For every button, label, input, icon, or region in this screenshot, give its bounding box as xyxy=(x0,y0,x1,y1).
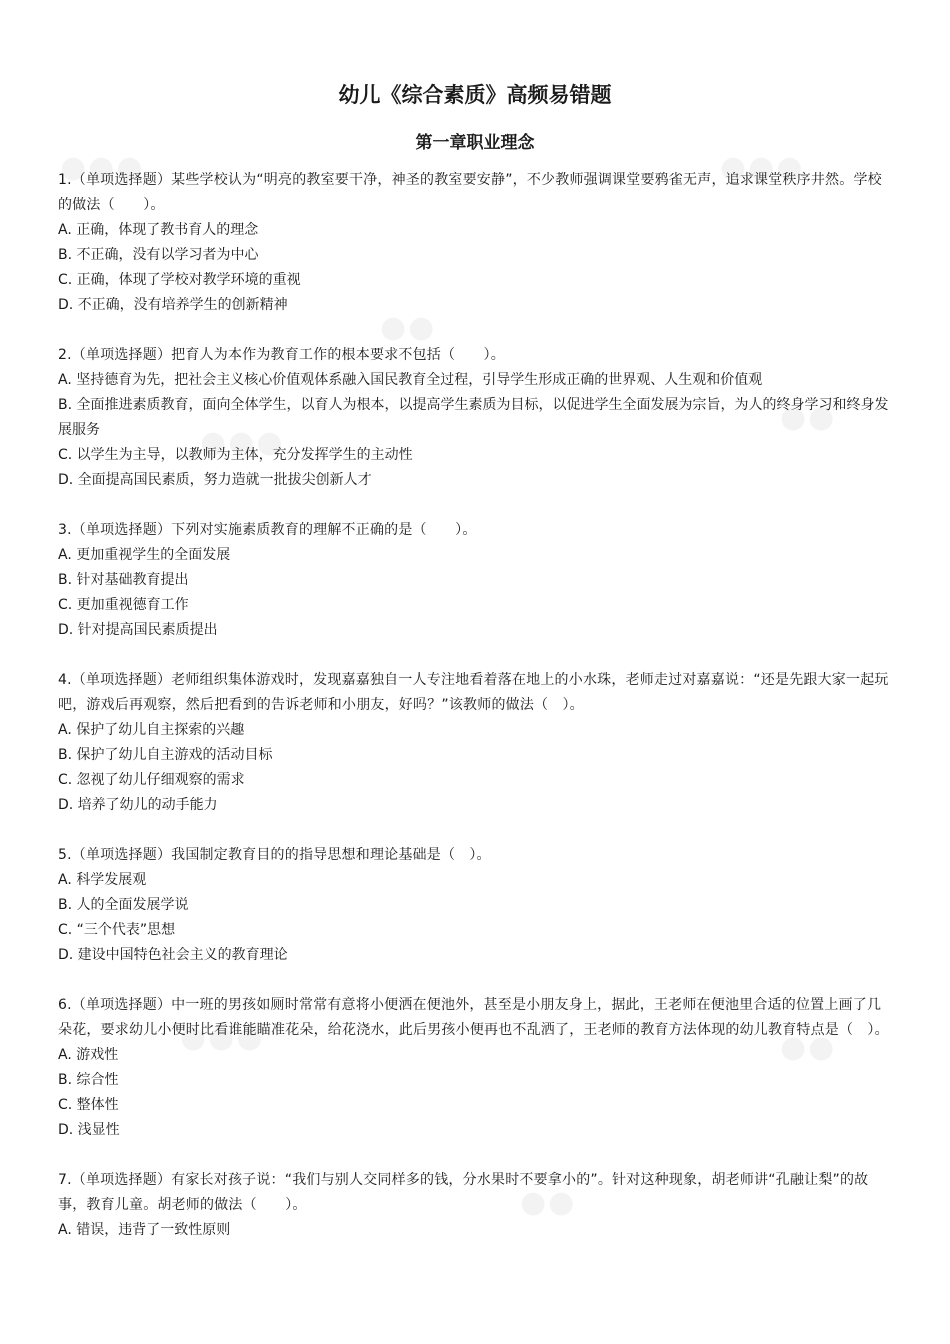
option-a: A. 保护了幼儿自主探索的兴趣 xyxy=(58,722,245,738)
option-a: A. 错误，违背了一致性原则 xyxy=(58,1222,231,1238)
option-a: A. 正确，体现了教书育人的理念 xyxy=(58,222,259,238)
question-stem: 7.（单项选择题）有家长对孩子说：“我们与别人交同样多的钱，分水果时不要拿小的”。针对这种现象，胡老师讲“孔融让梨”的故事，教育儿童。胡老师的做法（ ）。 xyxy=(58,1172,869,1213)
option-b: B. 综合性 xyxy=(58,1072,119,1088)
question-6 xyxy=(58,993,894,1143)
option-c: C. 忽视了幼儿仔细观察的需求 xyxy=(58,772,245,788)
option-a: A. 更加重视学生的全面发展 xyxy=(58,547,231,563)
option-b: B. 人的全面发展学说 xyxy=(58,897,189,913)
question-stem: 2.（单项选择题）把育人为本作为教育工作的根本要求不包括（ ）。 xyxy=(58,347,505,363)
question-list xyxy=(58,168,894,1268)
option-a: A. 坚持德育为先，把社会主义核心价值观体系融入国民教育全过程，引导学生形成正确的世界观、人生观和价值观 xyxy=(58,372,763,388)
question-1 xyxy=(58,168,894,318)
question-4 xyxy=(58,668,894,818)
option-a: A. 科学发展观 xyxy=(58,872,147,888)
question-stem: 3.（单项选择题）下列对实施素质教育的理解不正确的是（ ）。 xyxy=(58,522,477,538)
option-d: D. 不正确，没有培养学生的创新精神 xyxy=(58,297,288,313)
question-3 xyxy=(58,518,894,643)
option-c: C. 以学生为主导，以教师为主体，充分发挥学生的主动性 xyxy=(58,447,413,463)
question-stem: 4.（单项选择题）老师组织集体游戏时，发现嘉嘉独自一人专注地看着落在地上的小水珠，老师走过对嘉嘉说：“还是先跟大家一起玩吧，游戏后再观察，然后把看到的告诉老师和小朋友，好吗？”该教师的做法（ ）。 xyxy=(58,672,889,713)
option-c: C. 正确，体现了学校对教学环境的重视 xyxy=(58,272,301,288)
option-d: D. 浅显性 xyxy=(58,1122,120,1138)
document-title: 幼儿《综合素质》高频易错题 xyxy=(338,83,612,107)
question-2 xyxy=(58,343,894,493)
question-stem: 6.（单项选择题）中一班的男孩如厕时常常有意将小便洒在便池外，甚至是小朋友身上，据此，王老师在便池里合适的位置上画了几朵花，要求幼儿小便时比看谁能瞄准花朵，给花浇水，此后男孩小便再也不乱洒了，王老师的教育方法体现的幼儿教育特点是（ ）。 xyxy=(58,997,889,1038)
option-b: B. 全面推进素质教育，面向全体学生，以育人为根本，以提高学生素质为目标，以促进学生全面发展为宗旨，为人的终身学习和终身发展服务 xyxy=(58,397,889,438)
option-b: B. 保护了幼儿自主游戏的活动目标 xyxy=(58,747,273,763)
option-c: C. 更加重视德育工作 xyxy=(58,597,189,613)
question-stem: 5.（单项选择题）我国制定教育目的的指导思想和理论基础是（ ）。 xyxy=(58,847,491,863)
question-5 xyxy=(58,843,894,968)
question-7 xyxy=(58,1168,894,1243)
option-b: B. 不正确，没有以学习者为中心 xyxy=(58,247,259,263)
question-stem: 1.（单项选择题）某些学校认为“明亮的教室要干净，神圣的教室要安静”，不少教师强调课堂要鸦雀无声，追求课堂秩序井然。学校的做法（ ）。 xyxy=(58,172,882,213)
option-c: C. 整体性 xyxy=(58,1097,119,1113)
option-d: D. 培养了幼儿的动手能力 xyxy=(58,797,218,813)
option-d: D. 全面提高国民素质，努力造就一批拔尖创新人才 xyxy=(58,472,372,488)
chapter-heading: 第一章职业理念 xyxy=(415,133,535,153)
option-b: B. 针对基础教育提出 xyxy=(58,572,189,588)
option-d: D. 建设中国特色社会主义的教育理论 xyxy=(58,947,288,963)
option-c: C. “三个代表”思想 xyxy=(58,922,176,938)
option-a: A. 游戏性 xyxy=(58,1047,119,1063)
option-d: D. 针对提高国民素质提出 xyxy=(58,622,218,638)
